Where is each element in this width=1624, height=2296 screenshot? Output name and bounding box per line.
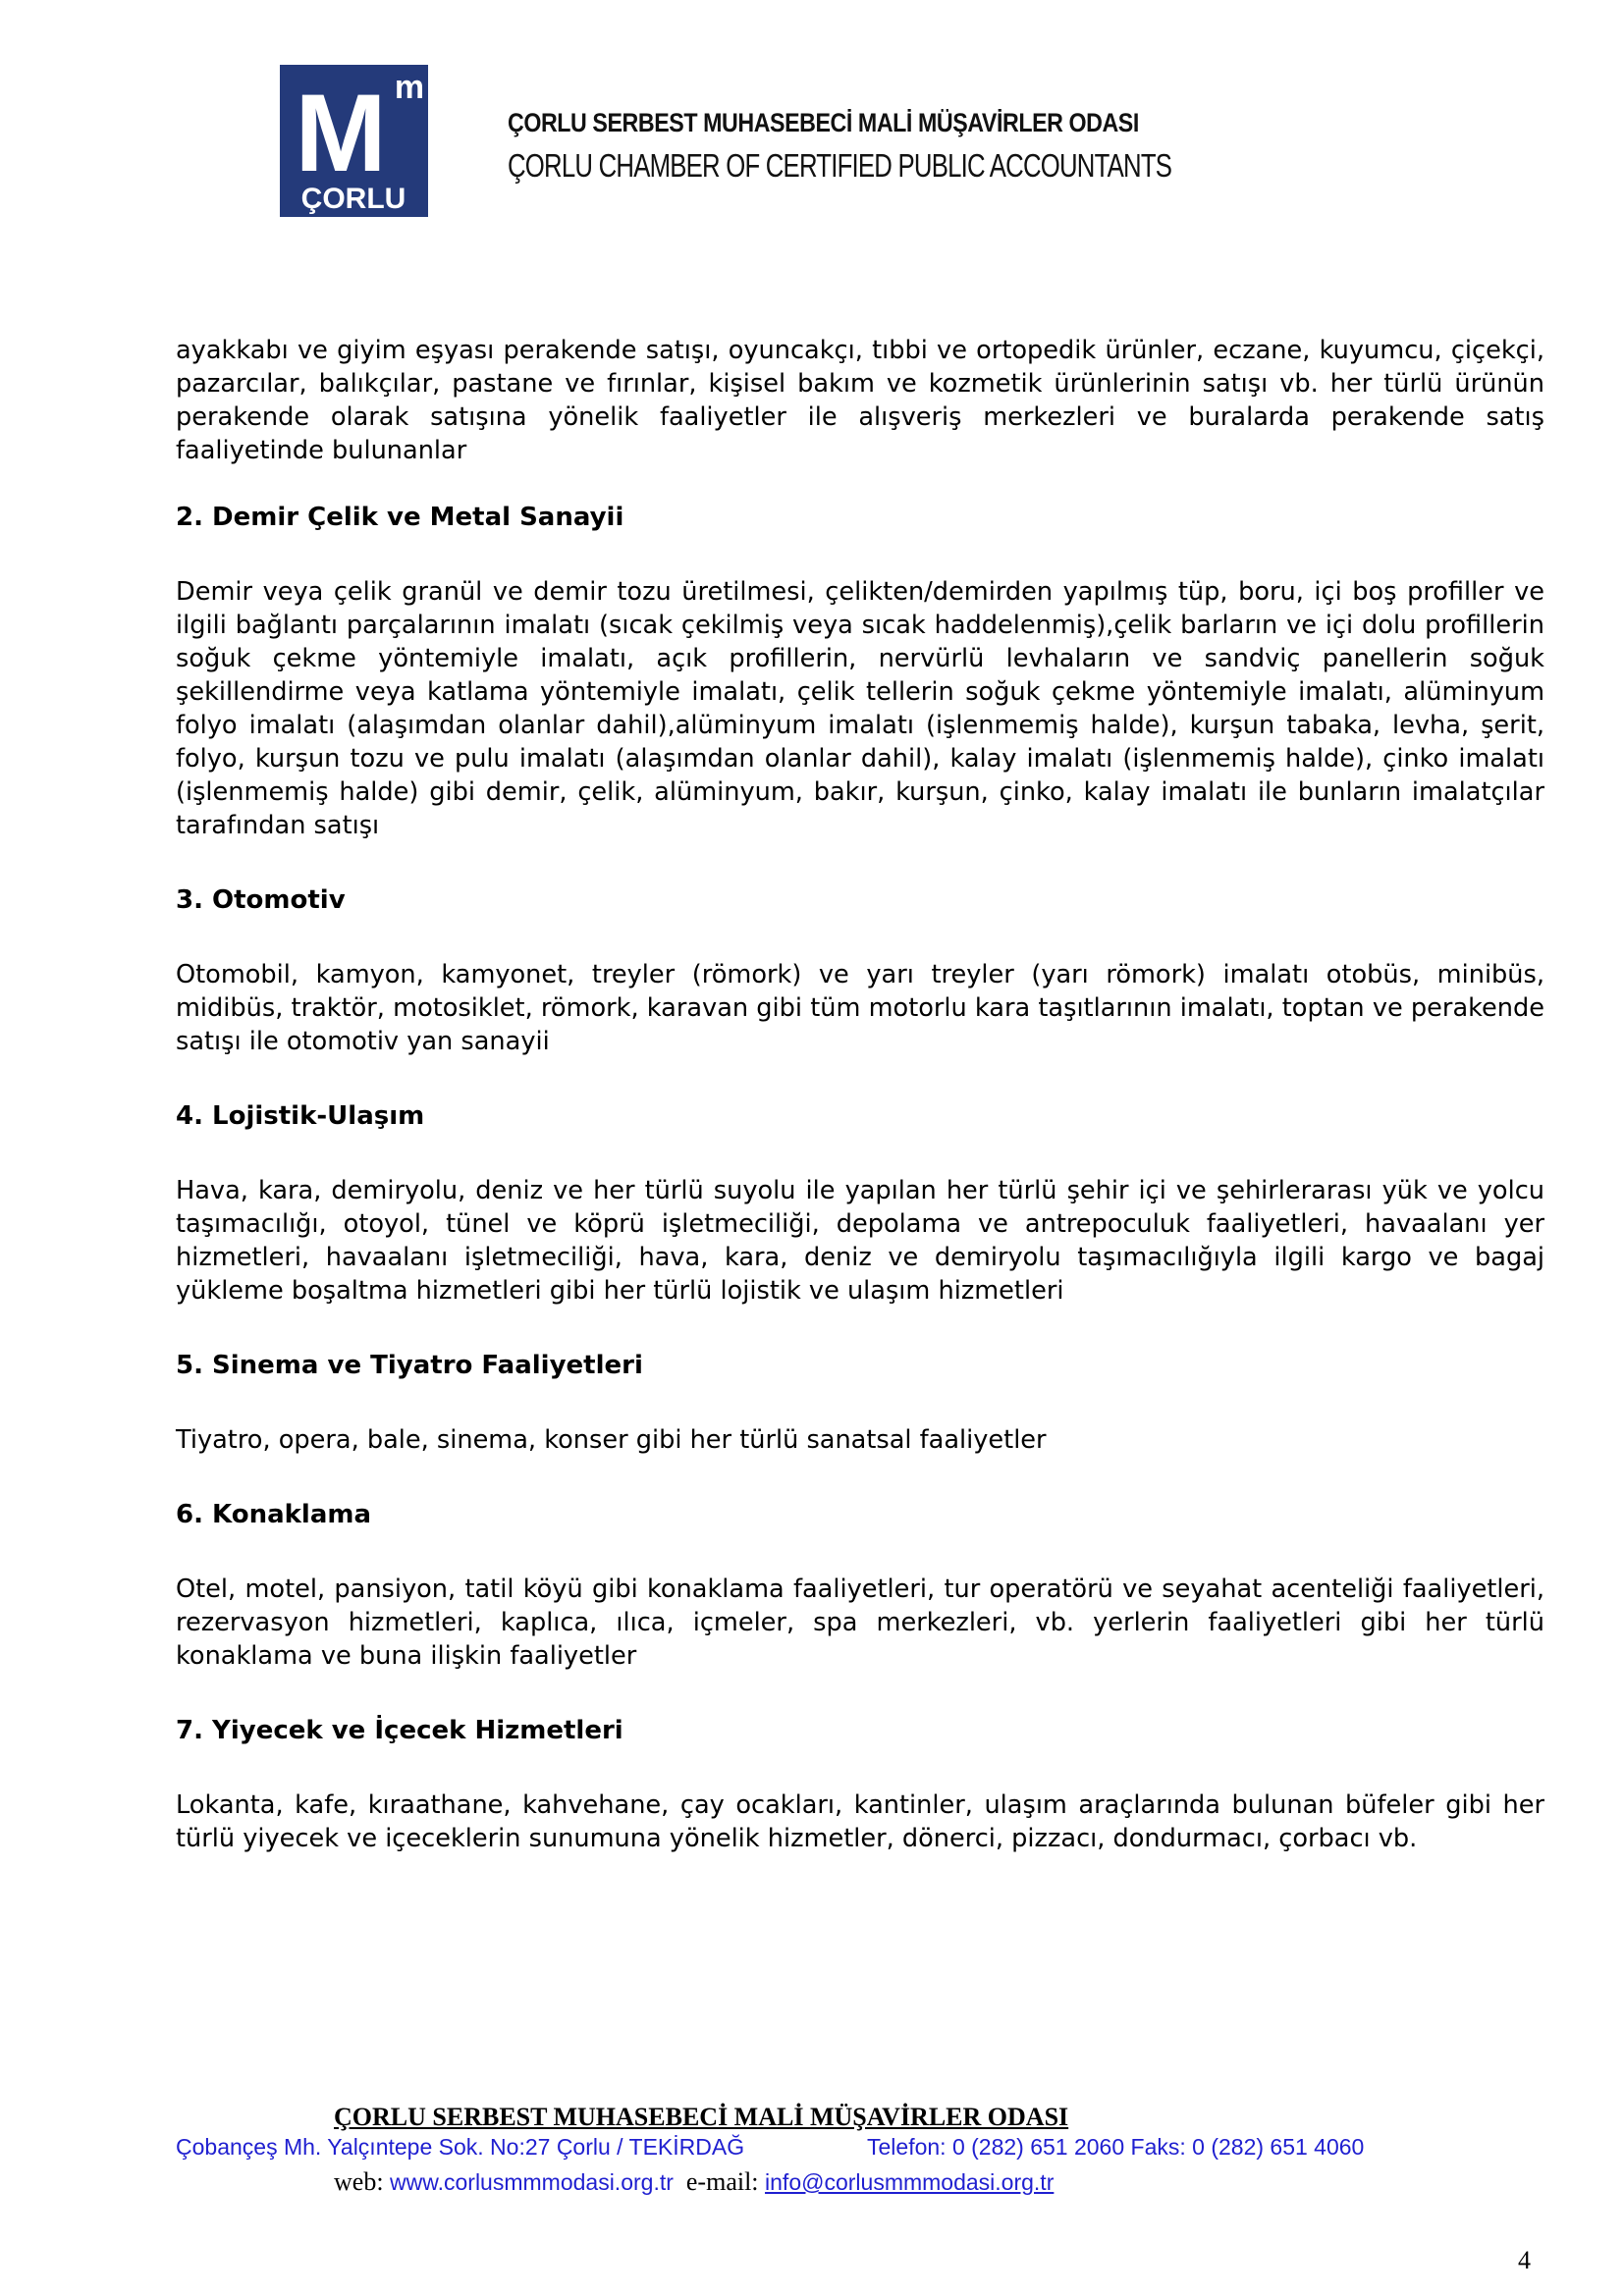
chamber-logo <box>280 65 428 217</box>
intro-paragraph: ayakkabı ve giyim eşyası perakende satışı, oyuncakçı, tıbbi ve ortopedik ürünler, eczane, kuyumcu, çiçekçi, pazarcılar, balıkçılar, pastane ve fırınlar, kişisel bakım ve kozmetik ürünlerinin satışı vb. her türlü ürünün perakende olarak satışına yönelik faaliyetler ile alışveriş merkezleri ve buralarda perakende satış faaliyetinde bulunanlar <box>176 336 1544 465</box>
web-label: web: <box>334 2167 391 2196</box>
logo-text: ÇORLU <box>300 183 406 215</box>
organization-name: ÇORLU SERBEST MUHASEBECİ MALİ MÜŞAVİRLER ODASI <box>508 108 1139 137</box>
website-link[interactable]: www.corlusmmmodasi.org.tr <box>390 2169 674 2195</box>
document-body <box>176 334 1544 1855</box>
section-paragraph: Hava, kara, demiryolu, deniz ve her türlü suyolu ile yapılan her türlü şehir içi ve şehirlerarası yük ve yolcu taşımacılığı, otoyol, tünel ve köprü işletmeciliği, depolama ve antrepoculuk faaliyetleri, havaalanı yer hizmetleri, havaalanı işletmeciliği, hava, kara, deniz ve demiryolu taşımacılığıyla ilgili kargo ve bagaj yükleme boşaltma hizmetleri gibi her türlü lojistik ve ulaşım hizmetleri <box>176 1176 1544 1306</box>
section-paragraph: Demir veya çelik granül ve demir tozu üretilmesi, çelikten/demirden yapılmış tüp, boru, içi boş profiller ve ilgili bağlantı parçalarının imalatı (sıcak çekilmiş veya sıcak haddelenmiş),çelik barların ve içi dolu profillerin soğuk çekme yöntemiyle imalatı, açık profillerin, nervürlü levhaların ve sandviç panellerin soğuk şekillendirme veya katlama yöntemiyle imalatı, çelik tellerin soğuk çekme yöntemiyle imalatı, alüminyum folyo imalatı (alaşımdan olanlar dahil),alüminyum imalatı (işlenmemiş halde), kurşun tabaka, levha, şerit, folyo, kurşun tozu ve pulu imalatı (alaşımdan olanlar dahil), kalay imalatı (işlenmemiş halde), çinko imalatı (işlenmemiş halde) gibi demir, çelik, alüminyum, bakır, kurşun, çinko, kalay imalatı ile bunların imalatçılar tarafından satışı <box>176 577 1544 840</box>
organization-name-english: ÇORLU CHAMBER OF CERTIFIED PUBLIC ACCOUNTANTS <box>508 147 1172 184</box>
section-heading: 7. Yiyecek ve İçecek Hizmetleri <box>176 1716 623 1745</box>
email-label: e-mail: <box>673 2167 766 2196</box>
section-paragraph: Lokanta, kafe, kıraathane, kahvehane, çay ocakları, kantinler, ulaşım araçlarında bulunan büfeler gibi her türlü yiyecek ve içeceklerin sunumuna yönelik hizmetler, dönerci, pizzacı, dondurmacı, çorbacı vb. <box>176 1790 1544 1853</box>
section-heading: 6. Konaklama <box>176 1500 372 1529</box>
section-heading: 3. Otomotiv <box>176 885 346 915</box>
section-paragraph: Otomobil, kamyon, kamyonet, treyler (römork) ve yarı treyler (yarı römork) imalatı otobüs, minibüs, midibüs, traktör, motosiklet, römork, karavan gibi tüm motorlu kara taşıtlarının imalatı, toptan ve perakende satışı ile otomotiv yan sanayii <box>176 960 1544 1056</box>
section-paragraph: Tiyatro, opera, bale, sinema, konser gibi her türlü sanatsal faaliyetler <box>176 1425 1047 1455</box>
section-paragraph: Otel, motel, pansiyon, tatil köyü gibi konaklama faaliyetleri, tur operatörü ve seyahat acenteliği faaliyetleri, rezervasyon hizmetleri, kaplıca, ılıca, içmeler, spa merkezleri, vb. yerlerin faaliyetleri gibi her türlü konaklama ve buna ilişkin faaliyetler <box>176 1575 1544 1671</box>
email-link[interactable]: info@corlusmmmodasi.org.tr <box>765 2169 1055 2195</box>
footer-phone-fax: Telefon: 0 (282) 651 2060 Faks: 0 (282) 651 4060 <box>867 2134 1365 2160</box>
footer-organization-name: ÇORLU SERBEST MUHASEBECİ MALİ MÜŞAVİRLER ODASI <box>334 2103 1069 2131</box>
logo-superscript: m <box>394 69 425 106</box>
footer-address: Çobançeş Mh. Yalçıntepe Sok. No:27 Çorlu / TEKİRDAĞ <box>176 2134 745 2160</box>
logo-letter: M <box>295 72 387 194</box>
footer-contact-row <box>334 2167 1054 2197</box>
page-number: 4 <box>1518 2246 1531 2274</box>
section-heading: 2. Demir Çelik ve Metal Sanayii <box>176 503 624 532</box>
section-heading: 4. Lojistik-Ulaşım <box>176 1101 425 1131</box>
section-heading: 5. Sinema ve Tiyatro Faaliyetleri <box>176 1351 643 1380</box>
